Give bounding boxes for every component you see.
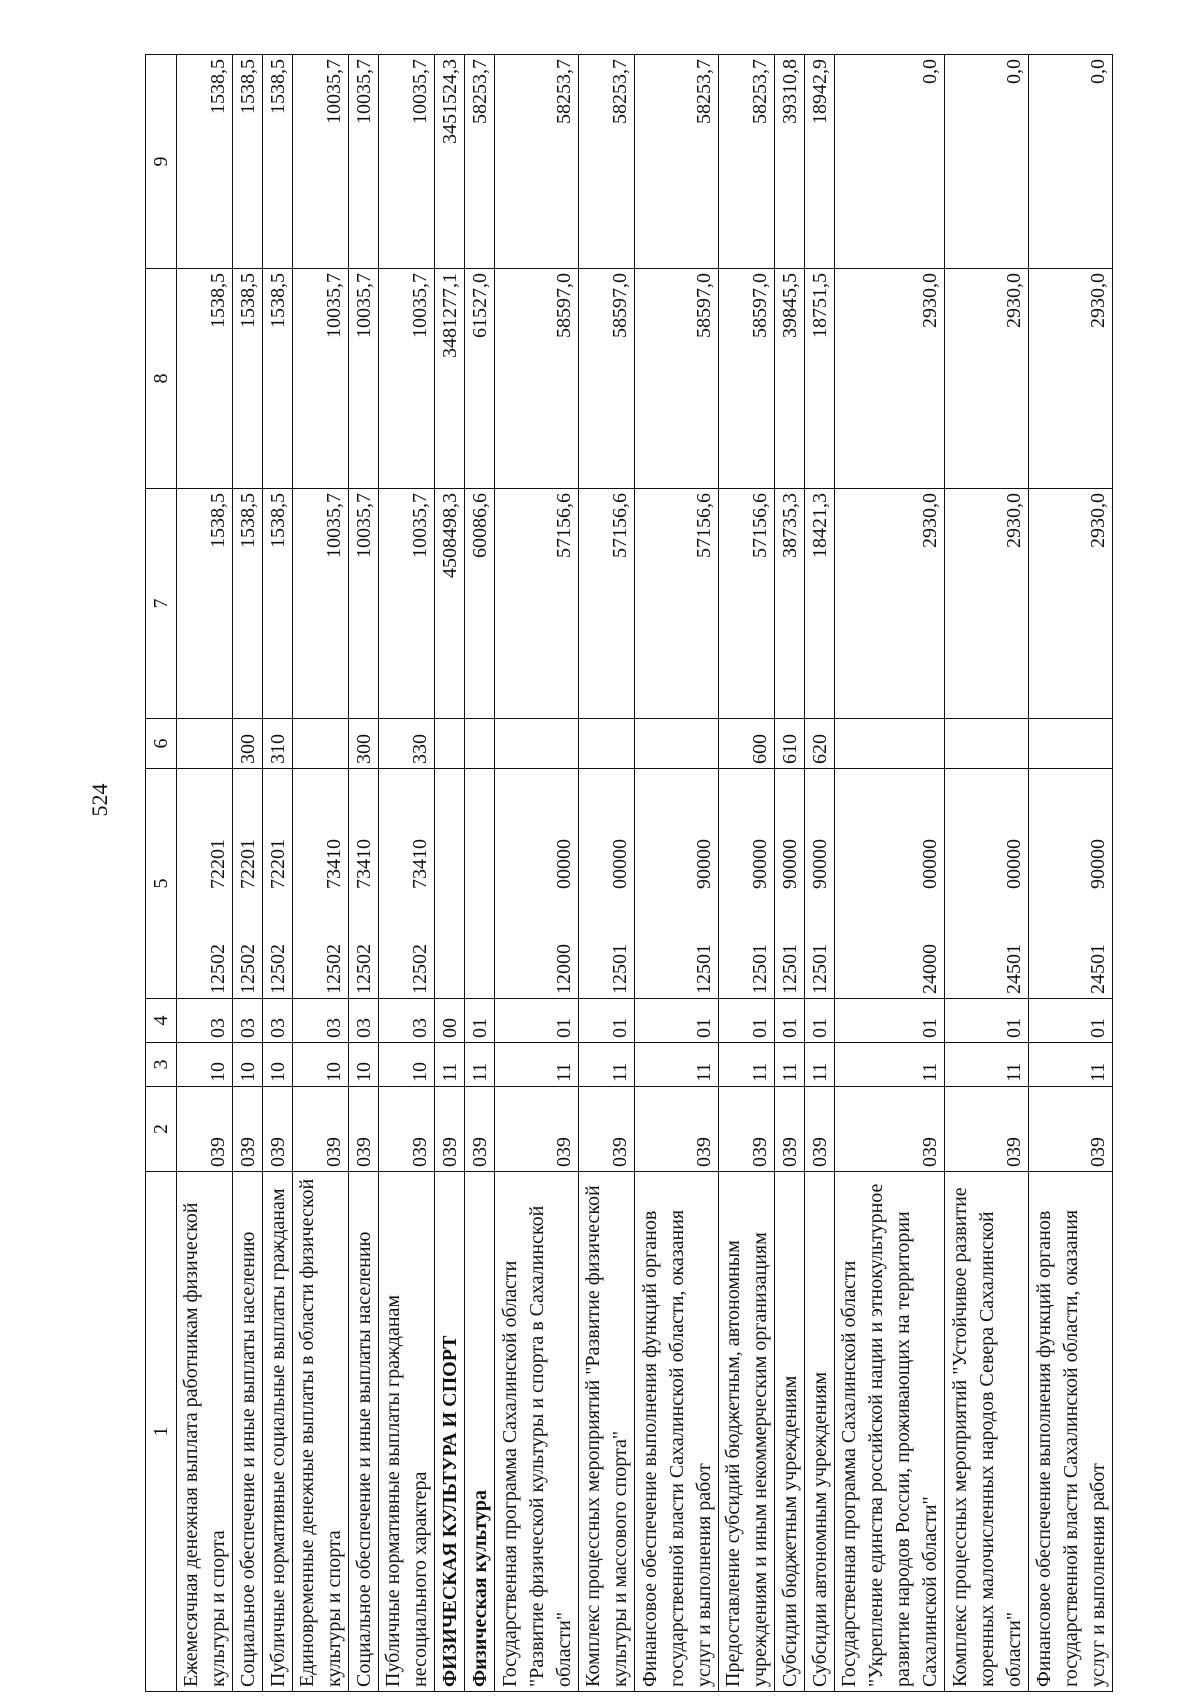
row-target-code-a: 12502 [237,944,259,994]
row-name: Ежемесячная денежная выплата работникам физической культуры и спорта [177,1172,233,1692]
row-admin-code: 039 [775,1087,805,1172]
table-row [435,55,465,1692]
row-value-col9: 58253,7 [579,55,635,269]
row-value-col9: 10035,7 [379,55,435,269]
row-value-col7: 57156,6 [635,489,719,719]
row-name: Единовременные денежные выплаты в области физической культуры и спорта [293,1172,349,1692]
row-target-code-b: 00000 [919,839,941,889]
row-value-col9: 18942,9 [805,55,835,269]
row-name: Физическая культура [465,1172,495,1692]
row-name: Государственная программа Сахалинской области "Развитие физической культуры и спорта в Сахалинской области" [495,1172,579,1692]
row-target-code-a: 12502 [323,944,345,994]
row-expense-type: 310 [263,719,293,769]
row-value-col9: 3451524,3 [435,55,465,269]
row-subsection: 00 [435,999,465,1043]
row-section: 11 [435,1043,465,1087]
row-admin-code: 039 [349,1087,379,1172]
row-value-col8: 1538,5 [233,269,263,489]
row-admin-code: 039 [495,1087,579,1172]
row-name: Комплекс процессных мероприятий "Устойчивое развитие коренных малочисленных народов Севера Сахалинской области" [945,1172,1029,1692]
row-admin-code: 039 [635,1087,719,1172]
row-section: 11 [835,1043,945,1087]
row-section: 11 [945,1043,1029,1087]
row-section: 11 [1029,1043,1113,1087]
row-target-code-a: 12501 [749,944,771,994]
row-target-code-b: 73410 [409,839,431,889]
row-target-code-b: 90000 [749,839,771,889]
row-subsection: 01 [635,999,719,1043]
row-subsection: 01 [1029,999,1113,1043]
row-value-col8: 10035,7 [349,269,379,489]
row-expense-type [465,719,495,769]
row-target-code [579,769,635,999]
row-subsection: 01 [835,999,945,1043]
row-target-code-a: 24000 [919,944,941,994]
row-admin-code: 039 [579,1087,635,1172]
row-target-code [945,769,1029,999]
row-value-col7: 60086,6 [465,489,495,719]
header-row [146,55,177,1692]
row-value-col7: 2930,0 [835,489,945,719]
row-value-col8: 2930,0 [835,269,945,489]
table-row [835,55,945,1692]
row-subsection: 01 [805,999,835,1043]
row-value-col8: 10035,7 [379,269,435,489]
row-subsection: 01 [945,999,1029,1043]
row-value-col8: 58597,0 [719,269,775,489]
header-col-3: 3 [146,1043,177,1087]
table-row [805,55,835,1692]
row-section: 10 [177,1043,233,1087]
row-target-code-b: 00000 [1003,839,1025,889]
row-value-col8: 1538,5 [177,269,233,489]
row-target-code-a: 12502 [267,944,289,994]
row-admin-code: 039 [293,1087,349,1172]
table-row [495,55,579,1692]
row-target-code [177,769,233,999]
row-expense-type [495,719,579,769]
budget-table [145,54,1113,1692]
table-row [233,55,263,1692]
row-section: 11 [775,1043,805,1087]
row-target-code-b: 72201 [267,839,289,889]
row-section: 11 [579,1043,635,1087]
row-expense-type [635,719,719,769]
row-target-code-b: 00000 [609,839,631,889]
row-target-code [835,769,945,999]
row-admin-code: 039 [379,1087,435,1172]
row-target-code-b: 00000 [553,839,575,889]
row-target-code-a: 12501 [693,944,715,994]
row-value-col8: 2930,0 [945,269,1029,489]
row-section: 11 [465,1043,495,1087]
row-target-code-b: 72201 [237,839,259,889]
row-target-code-a: 12501 [609,944,631,994]
row-value-col7: 4508498,3 [435,489,465,719]
row-target-code [719,769,775,999]
table-row [177,55,233,1692]
row-target-code-b: 90000 [693,839,715,889]
row-target-code-a: 24501 [1087,944,1109,994]
row-section: 10 [349,1043,379,1087]
row-value-col7: 18421,3 [805,489,835,719]
row-expense-type: 610 [775,719,805,769]
row-expense-type [579,719,635,769]
row-expense-type [835,719,945,769]
table-row [775,55,805,1692]
row-target-code [233,769,263,999]
page-number: 524 [87,783,112,817]
row-admin-code: 039 [945,1087,1029,1172]
row-value-col7: 10035,7 [349,489,379,719]
row-target-code [775,769,805,999]
table-row [465,55,495,1692]
row-value-col9: 58253,7 [495,55,579,269]
row-value-col9: 58253,7 [635,55,719,269]
row-target-code [805,769,835,999]
row-name: Комплекс процессных мероприятий "Развитие физической культуры и массового спорта" [579,1172,635,1692]
row-value-col8: 39845,5 [775,269,805,489]
row-value-col9: 1538,5 [233,55,263,269]
row-value-col9: 39310,8 [775,55,805,269]
row-subsection: 03 [263,999,293,1043]
row-expense-type: 330 [379,719,435,769]
row-subsection: 01 [775,999,805,1043]
table-row [349,55,379,1692]
row-value-col8: 58597,0 [635,269,719,489]
row-name: Социальное обеспечение и иные выплаты населению [233,1172,263,1692]
header-col-2: 2 [146,1087,177,1172]
row-target-code [495,769,579,999]
row-expense-type [945,719,1029,769]
table-row [579,55,635,1692]
row-section: 10 [233,1043,263,1087]
row-subsection: 03 [233,999,263,1043]
row-value-col9: 10035,7 [293,55,349,269]
row-target-code-b: 90000 [809,839,831,889]
row-expense-type: 300 [349,719,379,769]
row-target-code [1029,769,1113,999]
row-value-col9: 58253,7 [719,55,775,269]
row-section: 10 [293,1043,349,1087]
row-subsection: 03 [349,999,379,1043]
rotated-page [0,2,1200,1702]
table-row [293,55,349,1692]
row-target-code-a: 12502 [207,944,229,994]
row-expense-type: 600 [719,719,775,769]
row-value-col8: 1538,5 [263,269,293,489]
header-col-9: 9 [146,55,177,269]
row-subsection: 03 [293,999,349,1043]
row-name: Публичные нормативные социальные выплаты гражданам [263,1172,293,1692]
table-row [1029,55,1113,1692]
row-admin-code: 039 [805,1087,835,1172]
row-target-code [293,769,349,999]
row-section: 10 [263,1043,293,1087]
table-row [719,55,775,1692]
row-admin-code: 039 [465,1087,495,1172]
row-value-col7: 2930,0 [945,489,1029,719]
row-value-col7: 10035,7 [379,489,435,719]
table-row [945,55,1029,1692]
row-target-code [465,769,495,999]
row-value-col7: 57156,6 [719,489,775,719]
row-name: Предоставление субсидий бюджетным, автономным учреждениям и иным некоммерческим организациям [719,1172,775,1692]
row-admin-code: 039 [835,1087,945,1172]
row-name: Субсидии бюджетным учреждениям [775,1172,805,1692]
row-target-code-a: 12000 [553,944,575,994]
row-value-col9: 1538,5 [263,55,293,269]
row-admin-code: 039 [719,1087,775,1172]
row-admin-code: 039 [435,1087,465,1172]
row-name: Финансовое обеспечение выполнения функций органов государственной власти Сахалинской области, оказания услуг и выполнения работ [635,1172,719,1692]
row-name: Государственная программа Сахалинской области "Укрепление единства российской нации и этнокультурное развитие народов России, проживающих на территории Сахалинской области" [835,1172,945,1692]
row-expense-type [435,719,465,769]
header-col-8: 8 [146,269,177,489]
row-name: Социальное обеспечение и иные выплаты населению [349,1172,379,1692]
row-value-col7: 1538,5 [233,489,263,719]
row-name: Публичные нормативные выплаты гражданам несоциального характера [379,1172,435,1692]
table-row [379,55,435,1692]
header-col-5: 5 [146,769,177,999]
budget-table-wrap [145,55,1109,1692]
table-body [177,55,1113,1692]
row-expense-type [293,719,349,769]
row-section: 11 [719,1043,775,1087]
row-value-col8: 3481277,1 [435,269,465,489]
row-value-col8: 10035,7 [293,269,349,489]
row-target-code [379,769,435,999]
row-value-col9: 10035,7 [349,55,379,269]
header-col-1: 1 [146,1172,177,1692]
row-subsection: 03 [177,999,233,1043]
row-subsection: 01 [495,999,579,1043]
row-value-col9: 0,0 [835,55,945,269]
row-expense-type [177,719,233,769]
row-target-code [349,769,379,999]
row-value-col9: 1538,5 [177,55,233,269]
row-value-col7: 1538,5 [177,489,233,719]
row-target-code-a: 12502 [409,944,431,994]
row-target-code-a: 24501 [1003,944,1025,994]
row-value-col7: 1538,5 [263,489,293,719]
row-value-col7: 57156,6 [579,489,635,719]
row-value-col9: 0,0 [1029,55,1113,269]
row-admin-code: 039 [263,1087,293,1172]
row-name: ФИЗИЧЕСКАЯ КУЛЬТУРА И СПОРТ [435,1172,465,1692]
row-section: 10 [379,1043,435,1087]
row-target-code-b: 73410 [353,839,375,889]
row-target-code-b: 90000 [1087,839,1109,889]
row-subsection: 01 [719,999,775,1043]
row-target-code-a: 12501 [809,944,831,994]
row-value-col9: 0,0 [945,55,1029,269]
row-section: 11 [805,1043,835,1087]
row-target-code-a: 12502 [353,944,375,994]
row-section: 11 [635,1043,719,1087]
row-section: 11 [495,1043,579,1087]
row-value-col8: 61527,0 [465,269,495,489]
row-target-code-b: 90000 [779,839,801,889]
table-row [635,55,719,1692]
row-subsection: 03 [379,999,435,1043]
row-value-col7: 38735,3 [775,489,805,719]
row-value-col8: 58597,0 [495,269,579,489]
row-expense-type [1029,719,1113,769]
row-value-col9: 58253,7 [465,55,495,269]
row-value-col8: 2930,0 [1029,269,1113,489]
row-value-col7: 57156,6 [495,489,579,719]
row-target-code-b: 72201 [207,839,229,889]
row-target-code-b: 73410 [323,839,345,889]
row-value-col8: 58597,0 [579,269,635,489]
row-expense-type: 620 [805,719,835,769]
row-value-col8: 18751,5 [805,269,835,489]
row-value-col7: 2930,0 [1029,489,1113,719]
row-subsection: 01 [579,999,635,1043]
row-admin-code: 039 [233,1087,263,1172]
row-value-col7: 10035,7 [293,489,349,719]
row-target-code [435,769,465,999]
header-col-6: 6 [146,719,177,769]
row-expense-type: 300 [233,719,263,769]
row-admin-code: 039 [177,1087,233,1172]
row-target-code-a: 12501 [779,944,801,994]
row-target-code [635,769,719,999]
row-name: Субсидии автономным учреждениям [805,1172,835,1692]
row-admin-code: 039 [1029,1087,1113,1172]
table-row [263,55,293,1692]
header-col-7: 7 [146,489,177,719]
header-col-4: 4 [146,999,177,1043]
row-subsection: 01 [465,999,495,1043]
row-target-code [263,769,293,999]
row-name: Финансовое обеспечение выполнения функций органов государственной власти Сахалинской области, оказания услуг и выполнения работ [1029,1172,1113,1692]
